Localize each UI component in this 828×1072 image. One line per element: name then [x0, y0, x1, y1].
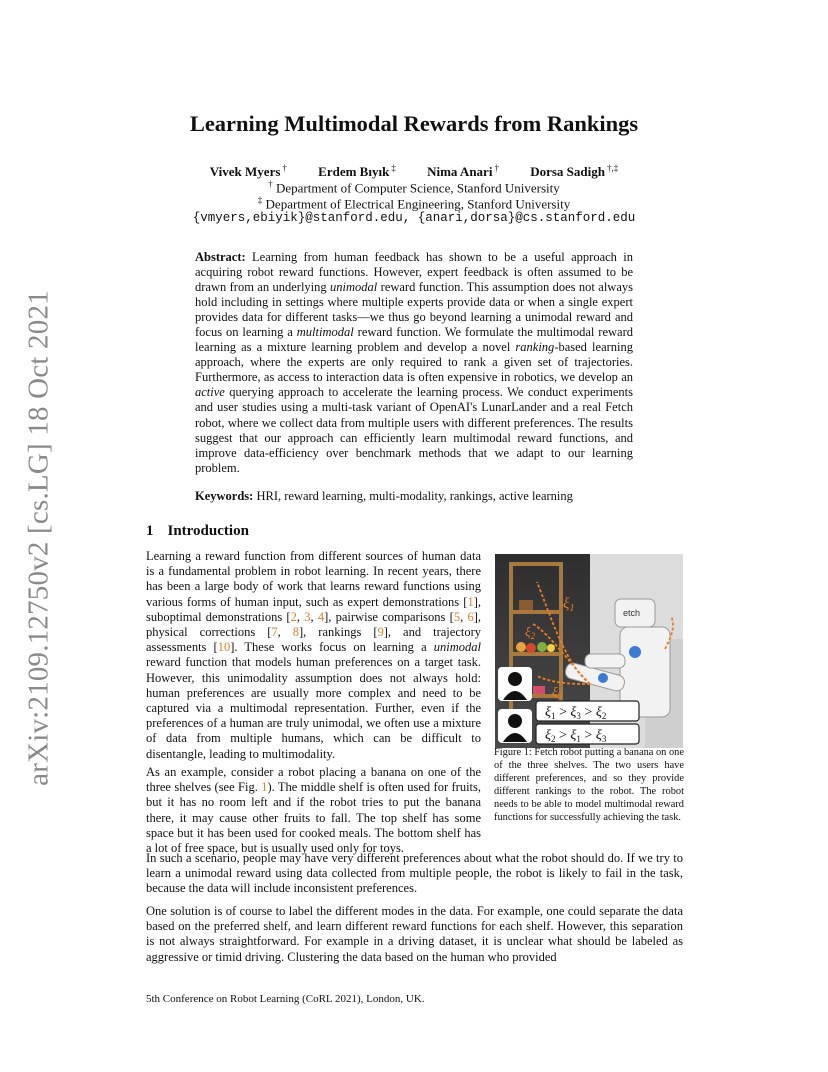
- section-heading: 1 Introduction: [146, 523, 249, 539]
- citation-link[interactable]: 9: [377, 625, 384, 640]
- paper-title: Learning Multimodal Rewards from Rankings: [189, 111, 639, 136]
- ranking-2: $\xi_2 > \xi_1 > \xi_3$: [545, 728, 607, 744]
- figure-caption: Figure 1: Fetch robot putting a banana on one of the three shelves. The two users have different preferences, and so they provide different rankings to the robot. The robot needs to be able to model multimodal reward functions for successfully achieving the task.: [494, 747, 684, 823]
- figure-link[interactable]: 1: [261, 780, 268, 795]
- citation-link[interactable]: 8: [292, 625, 299, 640]
- trajectory-label: $\xi_2$: [525, 624, 536, 641]
- paragraph: Learning a reward function from different sources of human data is a fundamental problem in robot learning. In recent years, there has been a large body of work that learns reward functions using various forms of human input, such as expert demonstrations [1], suboptimal demonstrations [2, 3, 4], pairwise comparisons [5, 6], physical corrections [7, 8], rankings [9], and trajectory assessments [10]. These works focus on learning a unimodal reward function that models human preferences on a target task. However, this unimodality assumption does not always hold: human preferences are usually more complex and need to be captured via a multimodal representation. Further, even if the preferences of a human are truly unimodal, we often use a mixture of data from multiple humans, which can be difficult to disentangle, leading to multimodality.: [146, 549, 481, 761]
- citation-link[interactable]: 6: [467, 609, 474, 624]
- citation-link[interactable]: 3: [304, 609, 311, 624]
- author: Erdem Bıyık ‡: [318, 163, 396, 180]
- robot-label: etch: [623, 608, 641, 618]
- abstract-label: Abstract:: [195, 250, 246, 264]
- paragraph: In such a scenario, people may have very different preferences about what the robot should do. If we try to learn a unimodal reward using data collected from multiple people, the robot is likely to fail in the task, because the data will include inconsistent preferences.: [146, 851, 683, 896]
- user-icon-1: [498, 667, 532, 701]
- paragraph: As an example, consider a robot placing a banana on one of the three shelves (see Fig. 1). The middle shelf is often used for fruits, but it has no room left and if the robot tries to put the banana there, it may cause other fruits to fall. The top shelf has some space but it has been used for cooked meals. The bottom shelf has a lot of free space, but is usually used only for toys.: [146, 765, 482, 856]
- author: Dorsa Sadigh †,‡: [530, 163, 619, 180]
- ranking-1: $\xi_1 > \xi_3 > \xi_2$: [545, 705, 607, 721]
- author-list: [0, 163, 828, 180]
- affiliation: † Department of Computer Science, Stanford University: [268, 179, 560, 196]
- keywords: Keywords: HRI, reward learning, multi-modality, rankings, active learning: [195, 489, 573, 503]
- citation-link[interactable]: 10: [217, 640, 231, 655]
- citation-link[interactable]: 5: [453, 609, 461, 624]
- affiliation: ‡ Department of Electrical Engineering, Stanford University: [257, 195, 571, 212]
- author: Vivek Myers †: [209, 163, 287, 180]
- author-emails: {vmyers,ebiyik}@stanford.edu, {anari,dorsa}@cs.stanford.edu: [192, 211, 636, 225]
- paragraph: One solution is of course to label the different modes in the data. For example, one could separate the data based on the preferred shelf, and learn different reward functions for each shelf. However, this separation is not always straightforward. For example in a driving dataset, it is unclear what should be labeled as aggressive or timid driving. Clustering the data based on the human who provided: [146, 904, 683, 964]
- user-icon-2: [498, 709, 532, 743]
- citation-link[interactable]: 1: [467, 594, 474, 609]
- trajectory-label: $\xi_3$: [552, 684, 563, 701]
- footer-venue: 5th Conference on Robot Learning (CoRL 2021), London, UK.: [146, 993, 425, 1005]
- citation-link[interactable]: 2: [290, 609, 297, 624]
- abstract: Abstract: Learning from human feedback has shown to be a useful approach in acquiring robot reward functions. However, expert feedback is often assumed to be drawn from an underlying unimodal reward function. This assumption does not always hold including in settings where multiple experts provide data or when a single expert provides data for different tasks—we thus go beyond learning a unimodal reward and focus on learning a multimodal reward function. We formulate the multimodal reward learning as a mixture learning problem and develop a novel ranking-based learning approach, where the experts are only required to rank a given set of trajectories. Furthermore, as access to interaction data is often expensive in robotics, we develop an active querying approach to accelerate the learning process. We conduct experiments and user studies using a multi-task variant of OpenAI's LunarLander and a real Fetch robot, where we collect data from multiple users with different preferences. The results suggest that our approach can efficiently learn multimodal reward functions, and improve data-efficiency over benchmark methods that we adapt to our learning problem.: [195, 250, 634, 475]
- arxiv-side-label: arXiv:2109.12750v2 [cs.LG] 18 Oct 2021: [22, 290, 55, 786]
- figure-robot-photo: [495, 554, 683, 748]
- citation-link[interactable]: 4: [317, 609, 325, 624]
- author: Nima Anari †: [427, 163, 499, 180]
- trajectory-label: $\xi_1$: [563, 596, 575, 614]
- citation-link[interactable]: 7: [271, 625, 278, 640]
